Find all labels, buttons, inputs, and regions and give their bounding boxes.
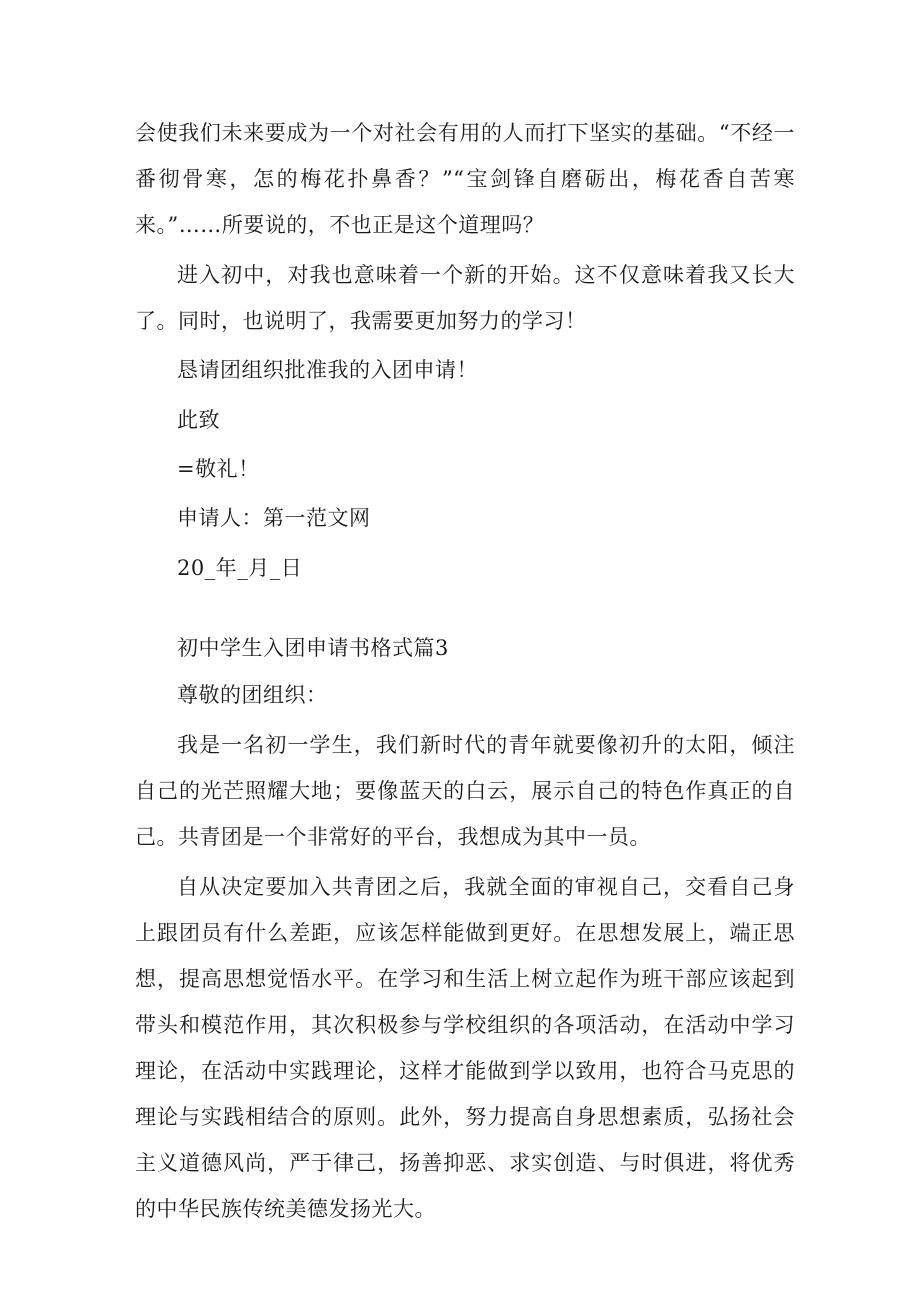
request-line (135, 347, 795, 393)
date-text: 20_年_月_日 (177, 556, 303, 580)
section-heading-text: 初中学生入团申请书格式篇3 (177, 636, 449, 660)
applicant-text: 申请人：第一范文网 (177, 506, 371, 530)
paragraph-text: 我是一名初一学生，我们新时代的青年就要像初升的太阳，倾注自己的光芒照耀大地；要像蓝天的白云，展示自己的特色作真正的自己。共青团是一个非常好的平台，我想成为其中一员。 (135, 733, 795, 849)
paragraph-text: 自从决定要加入共青团之后，我就全面的审视自己，交看自己身上跟团员有什么差距，应该怎样能做到更好。在思想发展上，端正思想，提高思想觉悟水平。在学习和生活上树立起作为班干部应该起到带头和模范作用，其次积极参与学校组织的各项活动，在活动中学习理论，在活动中实践理论，这样才能做到学以致用，也符合马克思的理论与实践相结合的原则。此外，努力提高自身思想素质，弘扬社会主义道德风尚，严于律己，扬善抑恶、求实创造、与时俱进，将优秀的中华民族传统美德发扬光大。 (135, 875, 795, 1221)
paragraph-foundation (135, 110, 795, 248)
paragraph-junior-high (135, 252, 795, 344)
paragraph-text: 会使我们未来要成为一个对社会有用的人而打下坚实的基础。“不经一番彻骨寒，怎的梅花扑鼻香？”“宝剑锋自磨砺出，梅花香自苦寒来。”……所要说的，不也正是这个道理吗？ (135, 121, 795, 237)
applicant-line (135, 495, 795, 541)
paragraph-self-review (135, 864, 795, 1232)
greeting-line (135, 672, 795, 718)
request-text: 恳请团组织批准我的入团申请！ (177, 358, 478, 382)
greeting-text: 尊敬的团组织： (177, 683, 328, 707)
closing-jingli-text: =敬礼！ (177, 457, 260, 481)
closing-cizhi (135, 397, 795, 443)
paragraph-text: 进入初中，对我也意味着一个新的开始。这不仅意味着我又长大了。同时，也说明了，我需要更加努力的学习！ (135, 263, 795, 333)
paragraph-introduction (135, 722, 795, 860)
closing-jingli (135, 446, 795, 492)
date-line (135, 545, 795, 591)
closing-cizhi-text: 此致 (177, 408, 220, 432)
section-heading (135, 625, 795, 671)
